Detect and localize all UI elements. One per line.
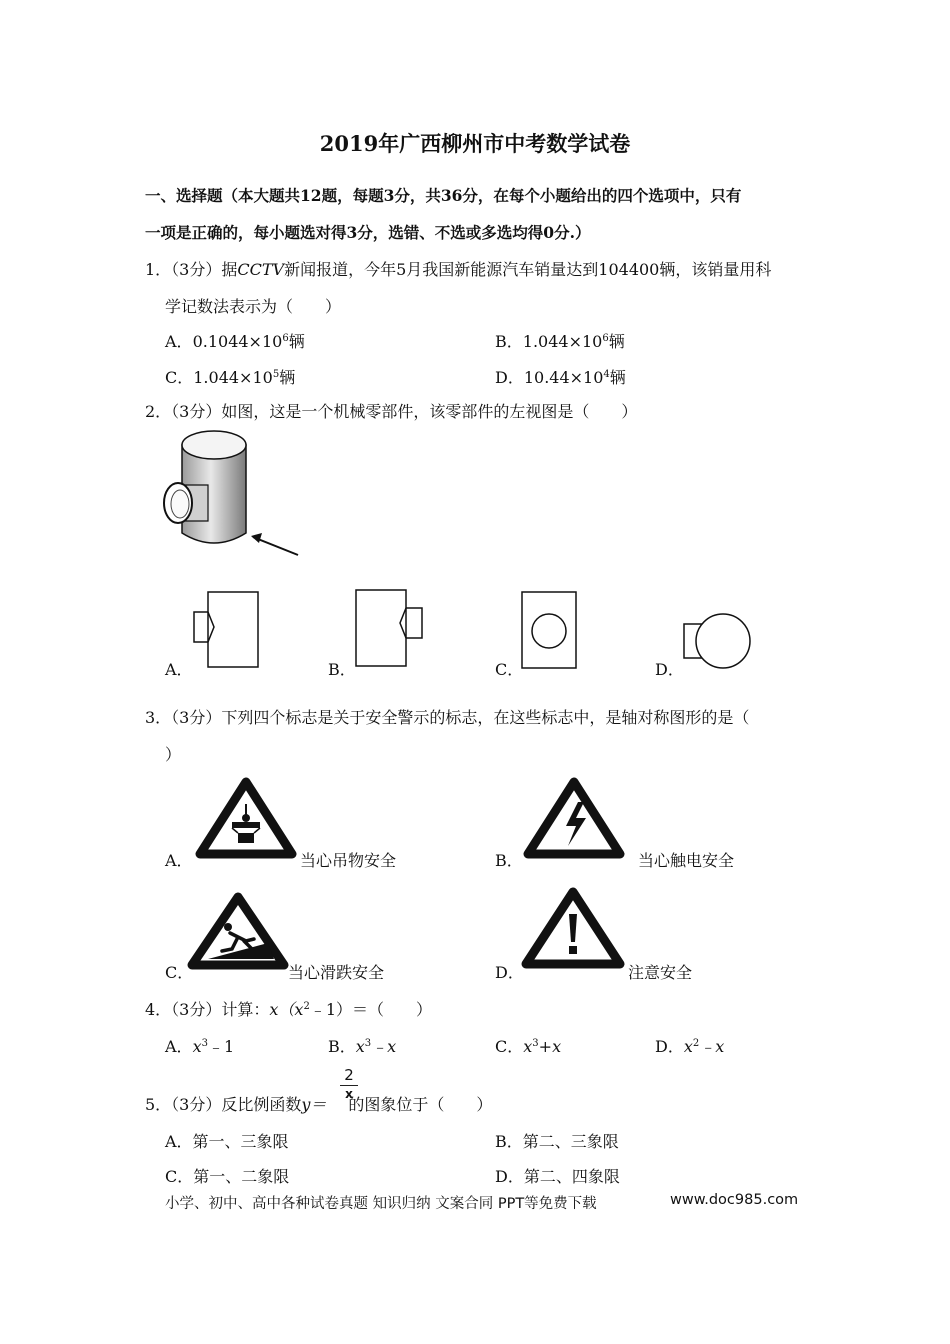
- footer-text: 小学、初中、高中各种试卷真题 知识归纳 文案合同 PPT等免费下载: [165, 1196, 597, 1212]
- section-heading-line2: 一项是正确的，每小题选对得3分，选错、不选或多选均得0分.）: [145, 223, 591, 242]
- q2-option-b[interactable]: B．: [328, 660, 356, 679]
- q2-option-c[interactable]: C．: [495, 660, 524, 679]
- q4-option-a[interactable]: A．$x^3﹣1$: [165, 1037, 235, 1056]
- q1-option-d[interactable]: D．$10.44\times 10^4$辆: [495, 368, 626, 387]
- q5-option-c[interactable]: C．第一、二象限: [165, 1167, 290, 1186]
- question-3-line1: 3．（3分）下列四个标志是关于安全警示的标志，在这些标志中，是轴对称图形的是（: [145, 708, 750, 727]
- q3-option-c-caption: 当心滑跌安全: [288, 963, 385, 982]
- q3-option-b[interactable]: B．: [495, 851, 523, 870]
- fraction-two-over-x: 2 x: [340, 1066, 358, 1101]
- page-title: 2019年广西柳州市中考数学试卷: [319, 131, 631, 156]
- question-1-line2: 学记数法表示为（ ）: [165, 297, 342, 316]
- q5-option-b[interactable]: B．第二、三象限: [495, 1132, 619, 1151]
- q4-option-c[interactable]: C．$x^3+x$: [495, 1037, 562, 1056]
- q2-option-d-figure: [682, 612, 754, 670]
- q3-option-a[interactable]: A．: [165, 851, 193, 870]
- q1-option-c[interactable]: C．$1.044\times 10^5$辆: [165, 368, 296, 387]
- section-heading-line1: 一、选择题（本大题共12题，每题3分，共36分，在每个小题给出的四个选项中，只有: [145, 186, 742, 205]
- q2-option-a-figure: [190, 590, 265, 670]
- footer-url-link[interactable]: www.doc985.com: [670, 1192, 799, 1208]
- question-2-text: 2．（3分）如图，这是一个机械零部件，该零部件的左视图是（ ）: [145, 402, 638, 421]
- mechanical-part-figure: [158, 425, 303, 560]
- question-4-text: 4．（3分）计算：$x(x^2﹣1)=$（ ）: [145, 1000, 432, 1019]
- warning-sign-exclamation-icon: [522, 888, 624, 968]
- q1-option-b[interactable]: B．$1.044\times 10^6$辆: [495, 332, 625, 351]
- q3-option-b-caption: 当心触电安全: [638, 851, 735, 870]
- question-1-line1: 1．（3分）据CCTV新闻报道，今年5月我国新能源汽车销量达到104400辆，该销量用科: [145, 260, 772, 279]
- q5-option-a[interactable]: A．第一、三象限: [165, 1132, 289, 1151]
- question-5-text: 5．（3分）反比例函数y＝ 的图象位于（ ）: [145, 1095, 493, 1114]
- q3-option-c[interactable]: C．: [165, 963, 194, 982]
- q2-option-d[interactable]: D．: [655, 660, 684, 679]
- q3-option-d[interactable]: D．: [495, 963, 524, 982]
- question-3-line2: ）: [165, 745, 182, 764]
- q3-option-d-caption: 注意安全: [628, 963, 693, 982]
- q2-option-b-figure: [352, 588, 432, 670]
- q4-option-b[interactable]: B．$x^3﹣x$: [328, 1037, 397, 1056]
- warning-sign-hanging-load-icon: [196, 778, 296, 858]
- q4-option-d[interactable]: D．$x^2﹣x$: [655, 1037, 725, 1056]
- warning-sign-electric-icon: [524, 778, 624, 858]
- q1-option-a[interactable]: A．$0.1044\times 10^6$辆: [165, 332, 305, 351]
- q2-option-a[interactable]: A．: [165, 660, 193, 679]
- warning-sign-slippery-icon: [188, 893, 288, 969]
- q2-option-c-figure: [520, 590, 580, 672]
- q5-option-d[interactable]: D．第二、四象限: [495, 1167, 620, 1186]
- q3-option-a-caption: 当心吊物安全: [300, 851, 397, 870]
